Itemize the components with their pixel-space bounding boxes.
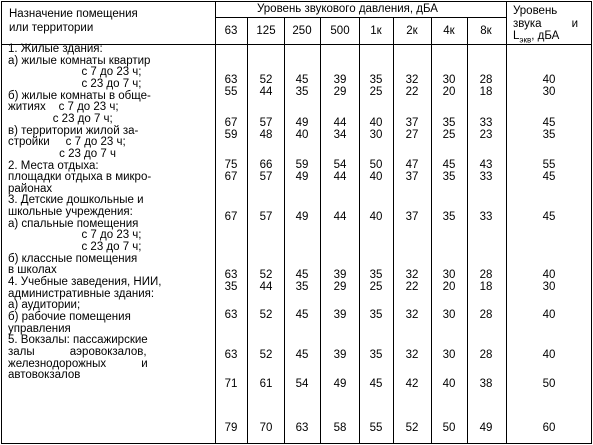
table-cell: 27 (405, 129, 419, 141)
table-cell: 30 (442, 349, 456, 361)
row-label-line: залы аэровокзалов, (8, 345, 147, 358)
table-cell: 35 (369, 269, 383, 281)
freq-col-divider (431, 17, 432, 444)
table-cell: 57 (259, 211, 273, 223)
table-cell: 25 (369, 281, 383, 293)
freq-header-125: 125 (256, 25, 276, 37)
freq-header-250: 250 (292, 25, 312, 37)
freq-header-63: 63 (224, 25, 238, 37)
row-label-line: б) рабочие помещения (8, 310, 131, 323)
table-cell: 28 (479, 74, 493, 86)
table-cell: 20 (442, 86, 456, 98)
total-header-sub: экв (519, 35, 532, 45)
row-label-line: с 23 до 7 ч; (8, 112, 113, 125)
table-cell: 35 (369, 349, 383, 361)
table-cell: 44 (333, 117, 347, 129)
row-label-line: с 7 до 23 ч; (8, 229, 142, 242)
table-cell: 33 (479, 211, 493, 223)
table-cell: 39 (333, 74, 347, 86)
table-cell: 35 (442, 171, 456, 183)
table-cell: 39 (333, 309, 347, 321)
table-cell: 40 (369, 171, 383, 183)
table-cell: 35 (295, 86, 309, 98)
row-label-line: автовокзалов (8, 369, 81, 382)
table-cell: 54 (295, 378, 309, 390)
table-cell: 37 (405, 171, 419, 183)
table-cell: 44 (333, 211, 347, 223)
table-cell: 18 (479, 86, 493, 98)
table-cell: 61 (259, 378, 273, 390)
table-cell: 52 (259, 349, 273, 361)
table-cell: 34 (333, 129, 347, 141)
table-cell: 45 (295, 349, 309, 361)
table-cell: 63 (295, 422, 309, 434)
table-cell: 35 (369, 74, 383, 86)
freq-col-divider (320, 17, 321, 444)
table-cell: 52 (259, 269, 273, 281)
table-cell: 22 (405, 281, 419, 293)
table-cell: 49 (295, 211, 309, 223)
table-cell: 32 (405, 269, 419, 281)
row-label-line: управления (8, 322, 71, 335)
total-column-header (513, 5, 578, 47)
table-cell: 50 (442, 422, 456, 434)
table-left-border (1, 1, 2, 444)
row-label-line: 3. Детские дошкольные и (8, 194, 144, 207)
table-cell: 71 (224, 378, 238, 390)
freq-header-2k: 2к (406, 25, 418, 37)
table-cell: 25 (369, 86, 383, 98)
table-cell: 50 (369, 159, 383, 171)
table-cell: 58 (333, 422, 347, 434)
table-cell: 25 (442, 129, 456, 141)
row-label-line: а) жилые комнаты квартир (8, 54, 151, 67)
table-cell: 70 (259, 422, 273, 434)
table-cell: 35 (442, 117, 456, 129)
table-cell: 33 (479, 117, 493, 129)
table-cell: 49 (295, 117, 309, 129)
freq-group-underline (215, 17, 506, 18)
row-label-line: с 7 до 23 ч; (8, 66, 142, 79)
freq-header-1k: 1к (370, 25, 382, 37)
table-cell: 52 (259, 309, 273, 321)
total-header-line4: L (513, 30, 520, 42)
table-cell-total: 35 (542, 129, 556, 141)
table-cell: 40 (369, 117, 383, 129)
table-cell: 32 (405, 309, 419, 321)
table-cell: 55 (369, 422, 383, 434)
table-cell-total: 40 (542, 309, 556, 321)
row-label-line: с 23 до 7 ч; (8, 241, 142, 254)
total-header-line1: Уровень (513, 5, 558, 17)
table-cell-total: 30 (542, 86, 556, 98)
table-cell: 29 (333, 281, 347, 293)
table-cell: 30 (442, 309, 456, 321)
table-cell: 28 (479, 349, 493, 361)
row-label-line: железнодорожных и (8, 357, 148, 370)
table-cell-total: 45 (542, 171, 556, 183)
table-cell-total: 60 (542, 422, 556, 434)
freq-col-divider (247, 17, 248, 444)
table-cell: 55 (224, 86, 238, 98)
freq-group-header: Уровень звукового давления, дБА (257, 3, 438, 15)
total-header-line2: звука (513, 17, 542, 30)
table-cell: 45 (295, 74, 309, 86)
row-label-line: 5. Вокзалы: пассажирские (8, 334, 148, 347)
freq-col-divider (359, 17, 360, 444)
table-cell: 35 (295, 281, 309, 293)
table-cell: 52 (405, 422, 419, 434)
table-cell: 52 (259, 74, 273, 86)
table-cell: 49 (479, 422, 493, 434)
table-cell: 37 (405, 211, 419, 223)
table-cell: 30 (369, 129, 383, 141)
freq-header-8k: 8к (480, 25, 492, 37)
table-bottom-border (1, 443, 592, 444)
table-cell: 59 (224, 129, 238, 141)
table-cell: 63 (224, 349, 238, 361)
table-cell: 28 (479, 309, 493, 321)
table-cell-total: 40 (542, 74, 556, 86)
table-cell: 42 (405, 378, 419, 390)
row-label-line: административные здания: (8, 287, 155, 300)
table-cell-total: 40 (542, 269, 556, 281)
table-cell: 59 (295, 159, 309, 171)
freq-header-4k: 4к (443, 25, 455, 37)
table-cell: 44 (259, 281, 273, 293)
table-cell: 49 (333, 378, 347, 390)
table-cell: 35 (224, 281, 238, 293)
table-cell: 29 (333, 86, 347, 98)
table-cell: 75 (224, 159, 238, 171)
row-label-line: б) классные помещения (8, 252, 138, 265)
name-column-header: Назначение помещения или территории (9, 8, 138, 34)
table-cell: 67 (224, 171, 238, 183)
row-label-line: с 23 до 7 ч (8, 147, 116, 160)
total-header-line3: и (571, 17, 578, 30)
table-cell: 32 (405, 74, 419, 86)
table-cell-total: 55 (542, 159, 556, 171)
row-label-line: а) аудитории; (8, 299, 81, 312)
table-cell: 45 (369, 378, 383, 390)
table-cell: 18 (479, 281, 493, 293)
table-cell-total: 40 (542, 349, 556, 361)
table-cell: 57 (259, 117, 273, 129)
table-cell-total: 30 (542, 281, 556, 293)
table-cell: 37 (405, 117, 419, 129)
table-cell-total: 45 (542, 211, 556, 223)
freq-header-500: 500 (330, 25, 350, 37)
table-cell: 33 (479, 171, 493, 183)
table-cell: 63 (224, 309, 238, 321)
table-cell: 66 (259, 159, 273, 171)
table-cell: 63 (224, 74, 238, 86)
table-cell: 45 (295, 309, 309, 321)
row-label-line: стройки с 7 до 23 ч; (8, 136, 126, 149)
table-cell-total: 50 (542, 378, 556, 390)
table-cell: 39 (333, 269, 347, 281)
table-cell: 40 (442, 378, 456, 390)
table-cell: 32 (405, 349, 419, 361)
table-cell: 44 (259, 86, 273, 98)
table-cell: 63 (224, 269, 238, 281)
table-cell: 43 (479, 159, 493, 171)
table-cell: 20 (442, 281, 456, 293)
table-cell: 40 (295, 129, 309, 141)
row-label-line: школьные учреждения: (8, 206, 133, 219)
row-label-line: 1. Жилые здания: (8, 43, 103, 55)
table-cell: 35 (369, 309, 383, 321)
table-cell: 44 (333, 171, 347, 183)
table-cell: 30 (442, 269, 456, 281)
table-cell: 49 (295, 171, 309, 183)
total-col-divider (506, 1, 507, 444)
table-cell: 45 (295, 269, 309, 281)
table-cell: 40 (369, 211, 383, 223)
row-label-line: с 23 до 7 ч; (8, 77, 142, 90)
table-cell: 35 (442, 211, 456, 223)
row-label-line: б) жилые комнаты в обще- (8, 89, 151, 102)
row-label-line: житиях с 7 до 23 ч; (8, 101, 119, 114)
row-label-line: районах (8, 182, 53, 195)
table-cell: 30 (442, 74, 456, 86)
row-label-line: 4. Учебные заведения, НИИ, (8, 276, 162, 288)
table-cell-total: 45 (542, 117, 556, 129)
freq-col-divider (393, 17, 394, 444)
row-label-line: 2. Места отдыха: (8, 159, 99, 172)
table-cell: 39 (333, 349, 347, 361)
row-label-line: в) территории жилой за- (8, 124, 139, 137)
row-label-line: площадки отдыха в микро- (8, 171, 152, 184)
table-cell: 67 (224, 117, 238, 129)
row-label-line: а) спальные помещения (8, 217, 139, 230)
table-cell: 22 (405, 86, 419, 98)
table-cell: 54 (333, 159, 347, 171)
table-cell: 79 (224, 422, 238, 434)
freq-col-divider (467, 17, 468, 444)
table-cell: 28 (479, 269, 493, 281)
table-cell: 45 (442, 159, 456, 171)
table-cell: 23 (479, 129, 493, 141)
total-header-line4-suffix: , дБА (531, 30, 560, 42)
table-cell: 67 (224, 211, 238, 223)
row-label-line: в школах (8, 264, 57, 277)
table-right-border (591, 1, 592, 444)
table-cell: 38 (479, 378, 493, 390)
table-cell: 47 (405, 159, 419, 171)
table-cell: 48 (259, 129, 273, 141)
freq-col-divider (284, 17, 285, 444)
table-cell: 57 (259, 171, 273, 183)
